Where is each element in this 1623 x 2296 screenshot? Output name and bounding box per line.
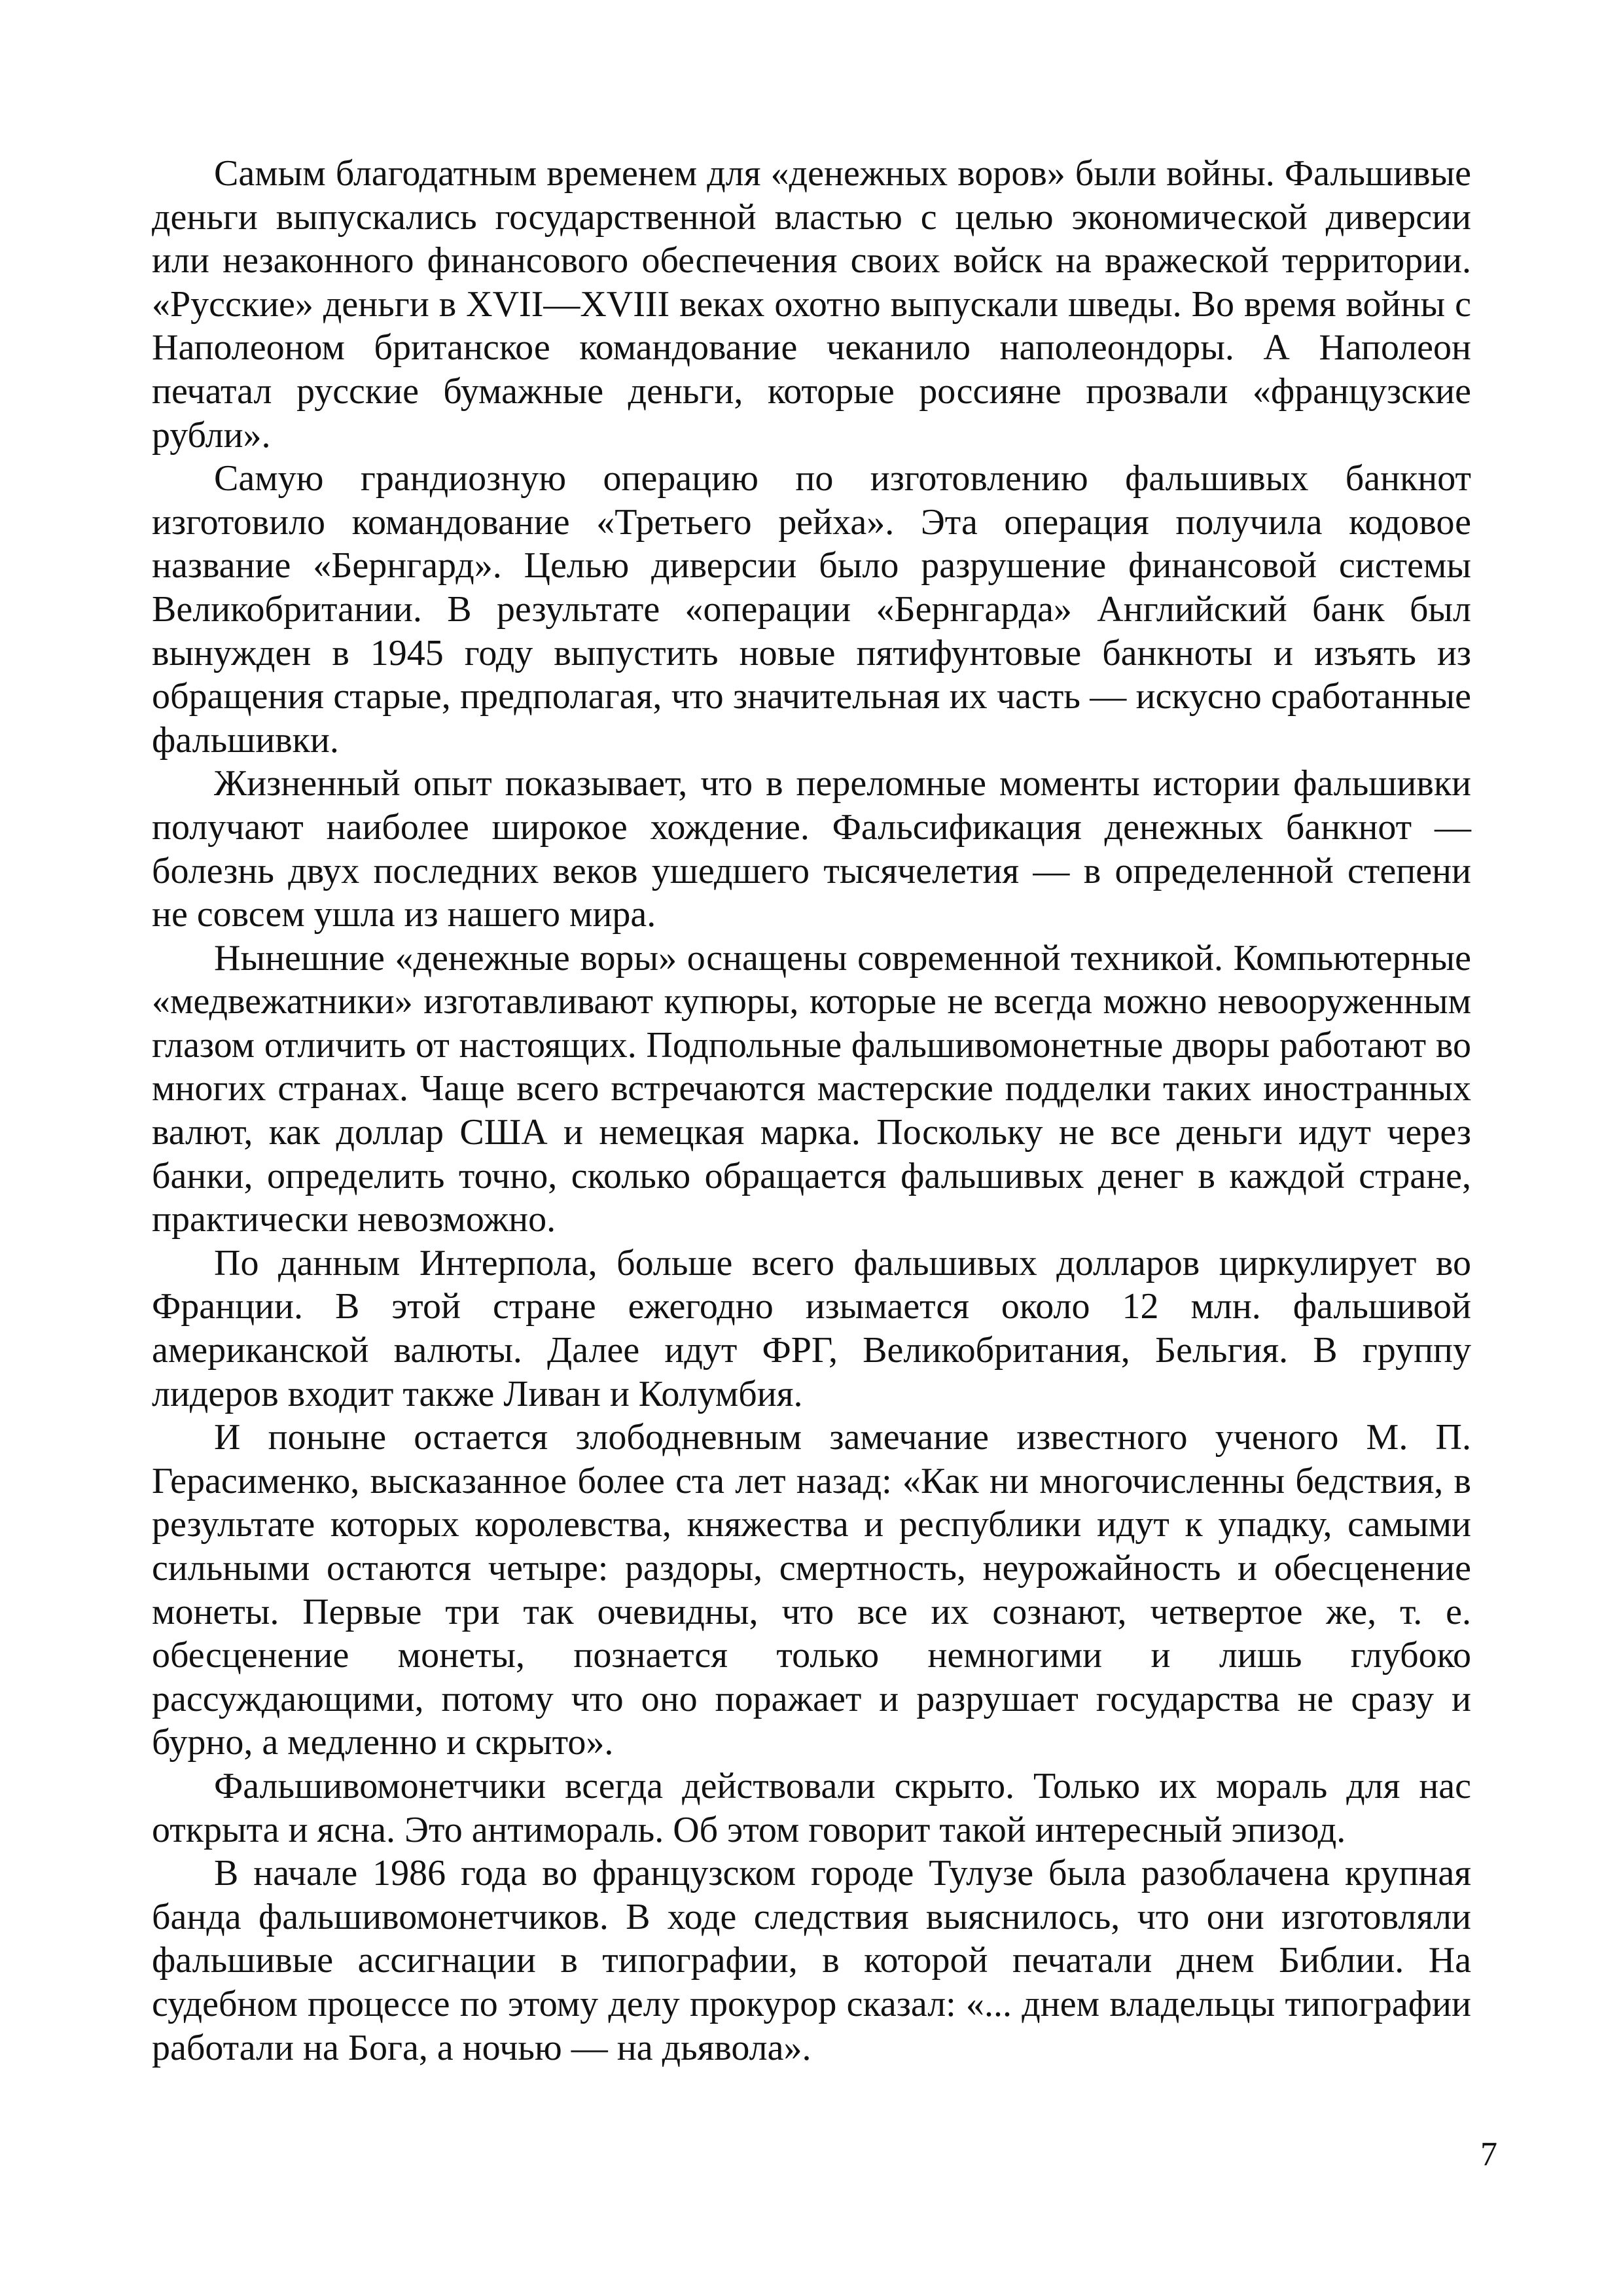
paragraph-toulouse-gang: В начале 1986 года во французском городе Тулузе была разоблачена крупная банда фальшивомонетчиков. В ходе следствия выяснилось, что они изготовляли фальшивые ассигнации в типографии, в которой печатали днем Библии. На судебном процессе по этому делу прокурор сказал: «... днем владельцы типографии работали на Бога, а ночью — на дьявола». bbox=[152, 1853, 1471, 2068]
paragraph-interpol-data: По данным Интерпола, больше всего фальшивых долларов циркулирует во Франции. В этой стране ежегодно изымается около 12 млн. фальшивой американской валюты. Далее идут ФРГ, Великобритания, Бельгия. В группу лидеров входит также Ливан и Колумбия. bbox=[152, 1242, 1471, 1414]
paragraph-counterfeiters-morality: Фальшивомонетчики всегда действовали скрыто. Только их мораль для нас открыта и ясна. Это антимораль. Об этом говорит такой интересный эпизод. bbox=[152, 1765, 1471, 1850]
paragraph-operation-bernhard: Самую грандиозную операцию по изготовлению фальшивых банкнот изготовило командование «Третьего рейха». Эта операция получила кодовое название «Бернгард». Целью диверсии было разрушение финансовой системы Великобритании. В результате «операции «Бернгарда» Английский банк был вынужден в 1945 году выпустить новые пятифунтовые банкноты и изъять из обращения старые, предполагая, что значительная их часть — искусно сработанные фальшивки. bbox=[152, 458, 1471, 761]
paragraph-modern-money-thieves: Нынешние «денежные воры» оснащены современной техникой. Компьютерные «медвежатники» изготавливают купюры, которые не всегда можно невооруженным глазом отличить от настоящих. Подпольные фальшивомонетные дворы работают во многих странах. Чаще всего встречаются мастерские подделки таких иностранных валют, как доллар США и немецкая марка. Поскольку не все деньги идут через банки, определить точно, сколько обращается фальшивых денег в каждой стране, практически невозможно. bbox=[152, 937, 1471, 1240]
body-text bbox=[152, 152, 1471, 2070]
page-number: 7 bbox=[1480, 2136, 1497, 2173]
paragraph-gerasimenko-quote: И поныне остается злободневным замечание известного ученого М. П. Герасименко, высказанное более ста лет назад: «Как ни многочисленны бедствия, в результате которых королевства, княжества и республики идут к упадку, самыми сильными остаются четыре: раздоры, смертность, неурожайность и обесценение монеты. Первые три так очевидны, что все их сознают, четвертое же, т. е. обесценение монеты, познается только немногими и лишь глубоко рассуждающими, потому что оно поражает и разрушает государства не сразу и бурно, а медленно и скрыто». bbox=[152, 1417, 1471, 1763]
paragraph-wartime-counterfeiting: Самым благодатным временем для «денежных воров» были войны. Фальшивые деньги выпускались государственной властью с целью экономической диверсии или незаконного финансового обеспечения своих войск на вражеской территории. «Русские» деньги в XVII—XVIII веках охотно выпускали шведы. Во время войны с Наполеоном британское командование чеканило наполеондоры. А Наполеон печатал русские бумажные деньги, которые россияне прозвали «французские рубли». bbox=[152, 153, 1471, 456]
paragraph-life-experience: Жизненный опыт показывает, что в переломные моменты истории фальшивки получают наиболее широкое хождение. Фальсификация денежных банкнот — болезнь двух последних веков ушедшего тысячелетия — в определенной степени не совсем ушла из нашего мира. bbox=[152, 763, 1471, 935]
